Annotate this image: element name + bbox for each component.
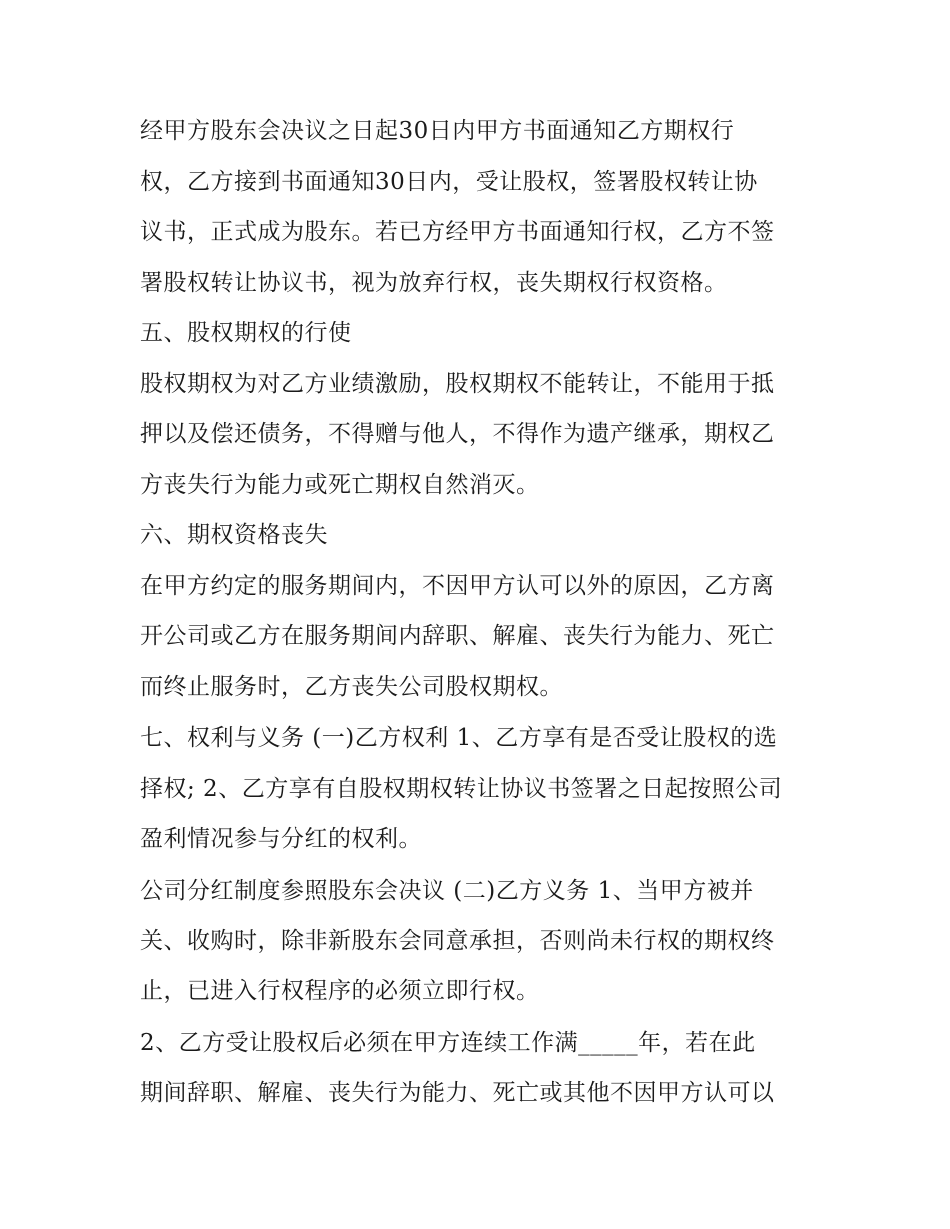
text-line: 期间辞职、解雇、丧失行为能力、死亡或其他不因甲方认可以	[140, 1080, 775, 1106]
text-line: 开公司或乙方在服务期间内辞职、解雇、丧失行为能力、死亡	[140, 623, 775, 649]
text-line: 在甲方约定的服务期间内，不因甲方认可以外的原因，乙方离	[140, 573, 775, 599]
section-heading: 六、期权资格丧失	[140, 522, 328, 548]
text-line: 股权期权为对乙方业绩激励，股权期权不能转让，不能用于抵	[140, 371, 775, 397]
text-line: 押以及偿还债务，不得赠与他人，不得作为遗产继承，期权乙	[140, 421, 775, 447]
text-line: 议书，正式成为股东。若已方经甲方书面通知行权，乙方不签	[140, 219, 775, 245]
section-heading: 五、股权期权的行使	[140, 320, 352, 346]
text-line: 2、乙方受让股权后必须在甲方连续工作满_____年，若在此	[140, 1030, 756, 1056]
text-line: 权，乙方接到书面通知30日内，受让股权，签署股权转让协	[140, 169, 758, 195]
text-line: 关、收购时，除非新股东会同意承担，否则尚未行权的期权终	[140, 928, 775, 954]
text-line: 署股权转让协议书，视为放弃行权，丧失期权行权资格。	[140, 270, 728, 296]
text-line: 方丧失行为能力或死亡期权自然消灭。	[140, 472, 540, 498]
text-line: 止，已进入行权程序的必须立即行权。	[140, 978, 540, 1004]
text-line: 盈利情况参与分红的权利。	[140, 826, 422, 852]
text-line: 七、权利与义务 (一)乙方权利 1、乙方享有是否受让股权的选	[140, 725, 778, 751]
text-line: 经甲方股东会决议之日起30日内甲方书面通知乙方期权行	[140, 118, 735, 144]
text-line: 而终止服务时，乙方丧失公司股权期权。	[140, 674, 563, 700]
text-line: 公司分红制度参照股东会决议 (二)乙方义务 1、当甲方被并	[140, 878, 754, 904]
text-line: 择权; 2、乙方享有自股权期权转让协议书签署之日起按照公司	[140, 776, 783, 802]
